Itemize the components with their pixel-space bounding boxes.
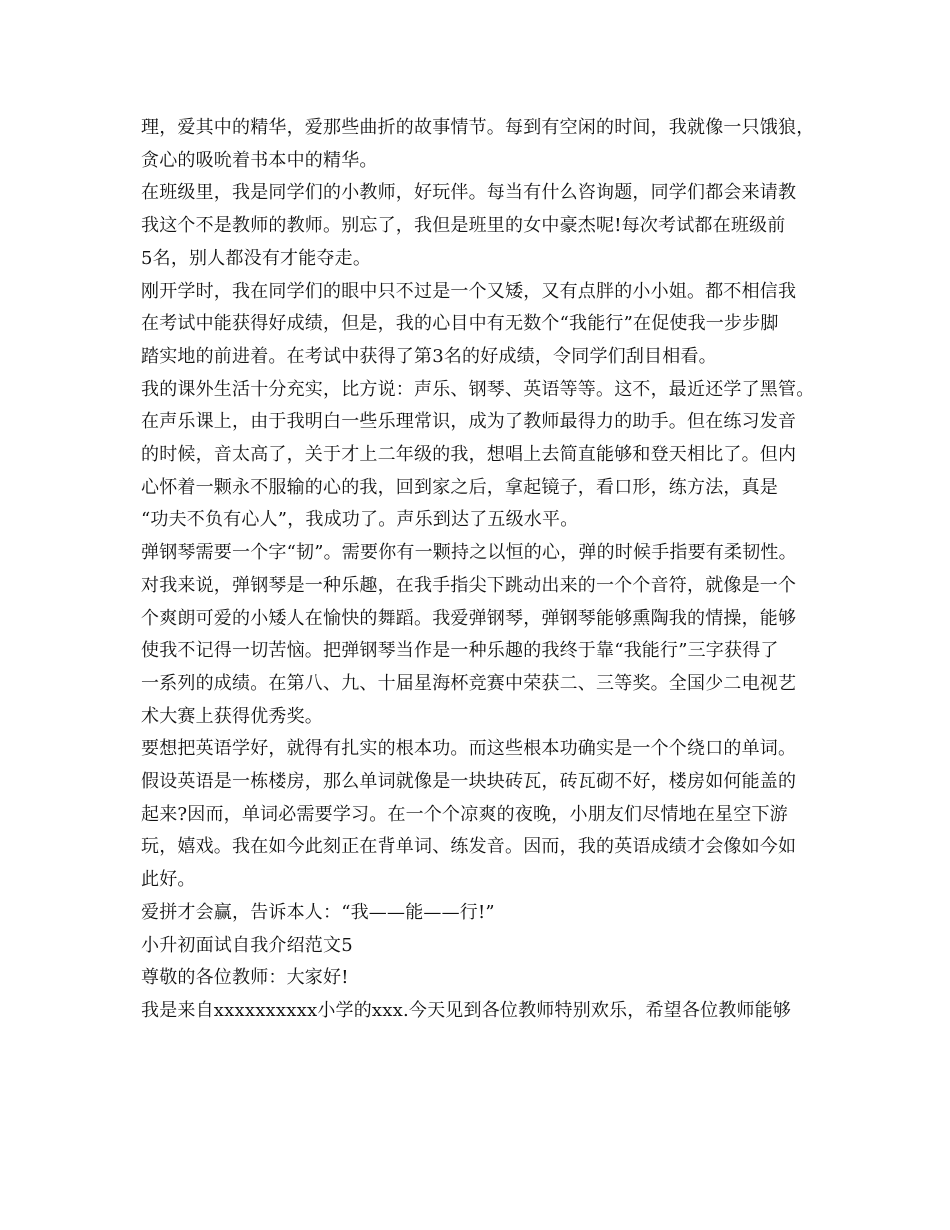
- text-line: 一系列的成绩。在第八、九、十届星海杯竞赛中荣获二、三等奖。全国少二电视艺: [141, 672, 797, 694]
- text-line: 使我不记得一切苦恼。把弹钢琴当作是一种乐趣的我终于靠“我能行”三字获得了: [141, 640, 779, 662]
- text-line: 尊敬的各位教师：大家好!: [141, 967, 349, 989]
- text-line: 的时候，音太高了，关于才上二年级的我，想唱上去简直能够和登天相比了。但内: [141, 444, 797, 466]
- text-line: 玩，嬉戏。我在如今此刻正在背单词、练发音。因而，我的英语成绩才会像如今如: [141, 836, 797, 858]
- text-line: 踏实地的前进着。在考试中获得了第3名的好成绩，令同学们刮目相看。: [141, 345, 717, 367]
- text-line: 在声乐课上，由于我明白一些乐理常识，成为了教师最得力的助手。但在练习发音: [141, 411, 797, 433]
- text-line: 我这个不是教师的教师。别忘了，我但是班里的女中豪杰呢!每次考试都在班级前: [141, 215, 786, 237]
- text-line: 心怀着一颗永不服输的心的我，回到家之后，拿起镜子，看口形，练方法，真是: [141, 476, 778, 498]
- text-line: 假设英语是一栋楼房，那么单词就像是一块块砖瓦，砖瓦砌不好，楼房如何能盖的: [141, 771, 797, 793]
- text-line: 5名，别人都没有才能夺走。: [141, 247, 372, 269]
- text-line: 此好。: [141, 869, 196, 891]
- text-line: 术大赛上获得优秀奖。: [141, 705, 323, 727]
- text-line: 要想把英语学好，就得有扎实的根本功。而这些根本功确实是一个个绕口的单词。: [141, 738, 797, 760]
- text-line: “功夫不负有心人”，我成功了。声乐到达了五级水平。: [141, 509, 579, 531]
- text-line: 爱拼才会赢，告诉本人：“我——能——行!”: [141, 901, 495, 923]
- text-line: 理，爱其中的精华，爱那些曲折的故事情节。每到有空闲的时间，我就像一只饿狼，: [141, 117, 815, 138]
- text-line: 我是来自xxxxxxxxxx小学的xxx.今天见到各位教师特别欢乐，希望各位教师能够: [141, 999, 792, 1021]
- section-heading: 小升初面试自我介绍范文5: [141, 934, 353, 956]
- text-line: 在班级里，我是同学们的小教师，好玩伴。每当有什么咨询题，同学们都会来请教: [141, 182, 797, 204]
- text-line: 我的课外生活十分充实，比方说：声乐、钢琴、英语等等。这不，最近还学了黑管。: [141, 378, 815, 400]
- text-line: 起来?因而，单词必需要学习。在一个个凉爽的夜晚，小朋友们尽情地在星空下游: [141, 803, 788, 825]
- text-line: 贪心的吸吮着书本中的精华。: [141, 149, 378, 171]
- text-line: 对我来说，弹钢琴是一种乐趣，在我手指尖下跳动出来的一个个音符，就像是一个: [141, 574, 797, 596]
- text-line: 个爽朗可爱的小矮人在愉快的舞蹈。我爱弹钢琴，弹钢琴能够熏陶我的情操，能够: [141, 607, 797, 629]
- text-line: 弹钢琴需要一个字“韧”。需要你有一颗持之以恒的心，弹的时候手指要有柔韧性。: [141, 542, 797, 564]
- text-line: 在考试中能获得好成绩，但是，我的心目中有无数个“我能行”在促使我一步步脚: [141, 313, 779, 335]
- text-line: 刚开学时，我在同学们的眼中只不过是一个又矮，又有点胖的小小姐。都不相信我: [141, 280, 797, 302]
- document-body: [141, 112, 831, 1028]
